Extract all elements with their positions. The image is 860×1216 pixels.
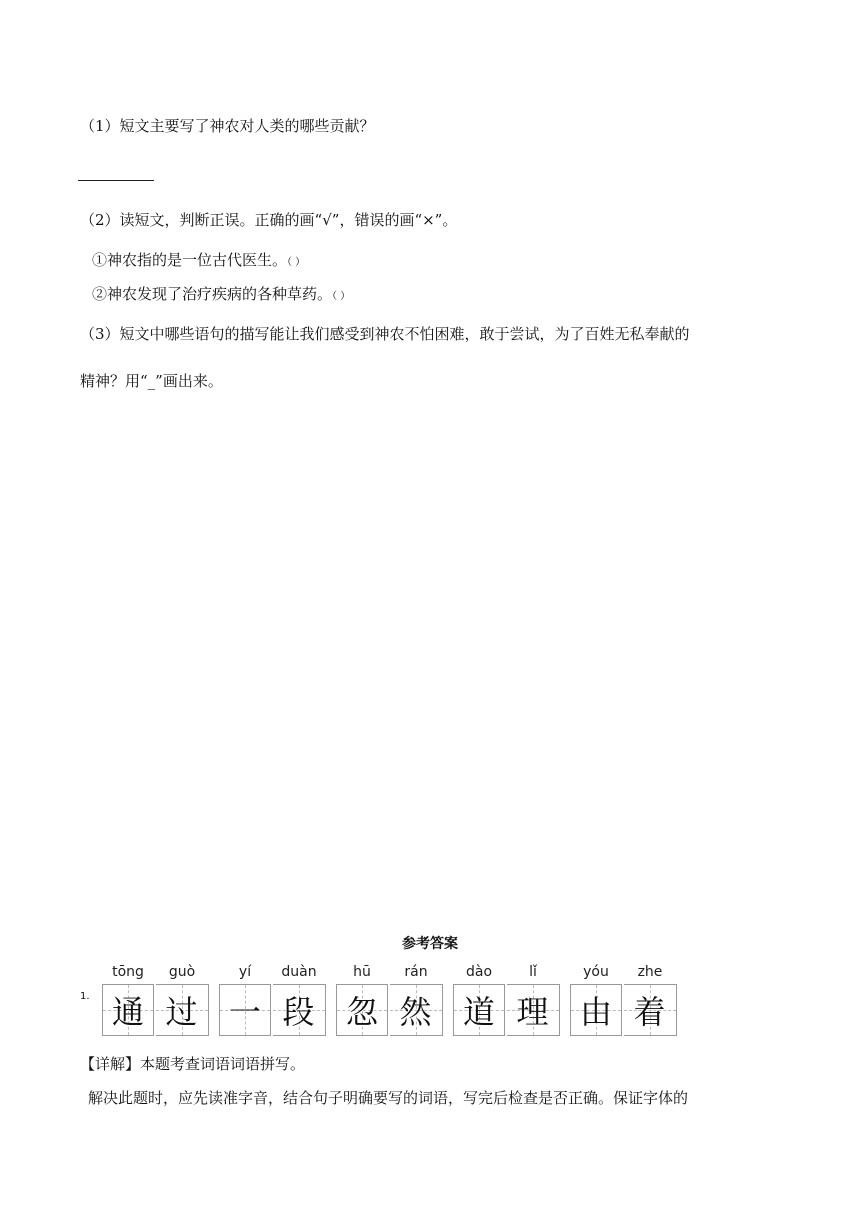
hanzi-character: 理 xyxy=(516,993,549,1031)
question-3-line-1: （3）短文中哪些语句的描写能让我们感受到神农不怕困难，敢于尝试，为了百姓无私奉献的 xyxy=(80,325,690,343)
tianzige-box xyxy=(390,984,443,1036)
tianzige-box xyxy=(156,984,209,1036)
answer-title: 参考答案 xyxy=(402,936,458,952)
word-group xyxy=(335,962,443,1036)
character-cell xyxy=(569,962,623,1036)
hanzi-character: 忽 xyxy=(345,993,378,1031)
answer-number: 1. xyxy=(80,991,90,1002)
tianzige-box xyxy=(570,984,622,1036)
tianzige-box xyxy=(102,984,154,1036)
hanzi-character: 过 xyxy=(165,993,198,1031)
tianzige-box xyxy=(219,984,271,1036)
pinyin-label: guò xyxy=(168,964,196,980)
tianzige-box xyxy=(453,984,505,1036)
pinyin-label: hū xyxy=(353,964,371,980)
character-cell xyxy=(155,962,209,1036)
detail-label: 【详解】本题考查词语词语拼写。 xyxy=(80,1055,306,1073)
hanzi-character: 道 xyxy=(462,993,495,1031)
explanation-text: 解决此题时，应先读准字音，结合句子明确要写的词语，写完后检查是否正确。保证字体的 xyxy=(88,1089,689,1107)
character-cell xyxy=(272,962,326,1036)
item-text: ①神农指的是一位古代医生。 xyxy=(92,251,288,269)
question-2: （2）读短文，判断正误。正确的画“√”，错误的画“×”。 xyxy=(80,211,458,229)
character-cell xyxy=(623,962,677,1036)
hanzi-character: 通 xyxy=(111,993,144,1031)
item-text: ②神农发现了治疗疾病的各种草药。 xyxy=(92,285,333,303)
word-group xyxy=(452,962,560,1036)
pinyin-label: duàn xyxy=(281,964,317,980)
word-group xyxy=(101,962,209,1036)
character-cell xyxy=(452,962,506,1036)
character-cell xyxy=(218,962,272,1036)
pinyin-label: tōng xyxy=(112,964,144,980)
hanzi-character: 然 xyxy=(399,993,432,1031)
answer-blank xyxy=(78,180,154,181)
question-2-item-1 xyxy=(92,250,305,273)
pinyin-label: dào xyxy=(465,964,493,980)
hanzi-character: 段 xyxy=(282,993,315,1031)
pinyin-label: yóu xyxy=(583,964,609,980)
item-paren: （ ） xyxy=(287,257,306,268)
pinyin-label: lǐ xyxy=(529,964,537,980)
question-2-item-2 xyxy=(92,284,350,307)
hanzi-character: 着 xyxy=(633,993,666,1031)
character-cell xyxy=(101,962,155,1036)
character-cell xyxy=(335,962,389,1036)
word-group xyxy=(218,962,326,1036)
tianzige-box xyxy=(507,984,560,1036)
character-cell xyxy=(506,962,560,1036)
hanzi-character: 由 xyxy=(579,993,612,1031)
tianzige-box xyxy=(273,984,326,1036)
item-paren: （ ） xyxy=(332,291,351,302)
pinyin-label: rán xyxy=(404,964,428,980)
tianzige-box xyxy=(336,984,388,1036)
pinyin-label: yí xyxy=(238,964,252,980)
word-group xyxy=(569,962,677,1036)
pinyin-label: zhe xyxy=(637,964,663,980)
question-1: （1）短文主要写了神农对人类的哪些贡献？ xyxy=(80,117,375,135)
question-3-line-2: 精神？用“_”画出来。 xyxy=(80,372,223,390)
character-cell xyxy=(389,962,443,1036)
hanzi-character: 一 xyxy=(228,993,261,1031)
tianzige-box xyxy=(624,984,677,1036)
